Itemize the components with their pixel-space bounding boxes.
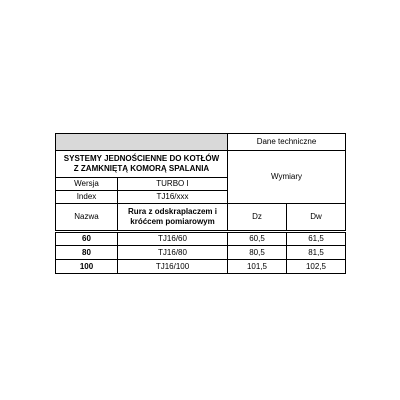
rura-cell: TJ16/80 — [118, 246, 228, 260]
system-title-line-2: Z ZAMKNIĘTĄ KOMORĄ SPALANIA — [73, 164, 210, 173]
wersja-label: Wersja — [56, 178, 118, 191]
dw-cell: 81,5 — [287, 246, 346, 260]
rura-cell: TJ16/100 — [118, 260, 228, 274]
nazwa-header: Nazwa — [56, 204, 118, 232]
wymiary-header: Wymiary — [228, 151, 346, 204]
system-title — [56, 151, 228, 178]
dw-cell: 61,5 — [287, 232, 346, 246]
rura-header-line-1: Rura z odskraplaczem i — [128, 207, 217, 216]
dz-cell: 60,5 — [228, 232, 287, 246]
rura-header — [118, 204, 228, 232]
dz-cell: 80,5 — [228, 246, 287, 260]
rura-cell: TJ16/60 — [118, 232, 228, 246]
header-blank-cell — [56, 134, 228, 151]
dz-cell: 101,5 — [228, 260, 287, 274]
nazwa-cell: 100 — [56, 260, 118, 274]
dw-cell: 102,5 — [287, 260, 346, 274]
nazwa-cell: 80 — [56, 246, 118, 260]
rura-header-line-2: króćcem pomiarowym — [130, 217, 215, 226]
wersja-value: TURBO I — [118, 178, 228, 191]
dz-header: Dz — [228, 204, 287, 232]
table-row — [56, 246, 346, 260]
nazwa-cell: 60 — [56, 232, 118, 246]
dane-techniczne-header: Dane techniczne — [228, 134, 346, 151]
table-row — [56, 232, 346, 246]
index-label: Index — [56, 191, 118, 204]
dw-header: Dw — [287, 204, 346, 232]
technical-data-table — [55, 133, 346, 274]
system-title-line-1: SYSTEMY JEDNOŚCIENNE DO KOTŁÓW — [63, 154, 220, 163]
table-row — [56, 260, 346, 274]
index-value: TJ16/xxx — [118, 191, 228, 204]
